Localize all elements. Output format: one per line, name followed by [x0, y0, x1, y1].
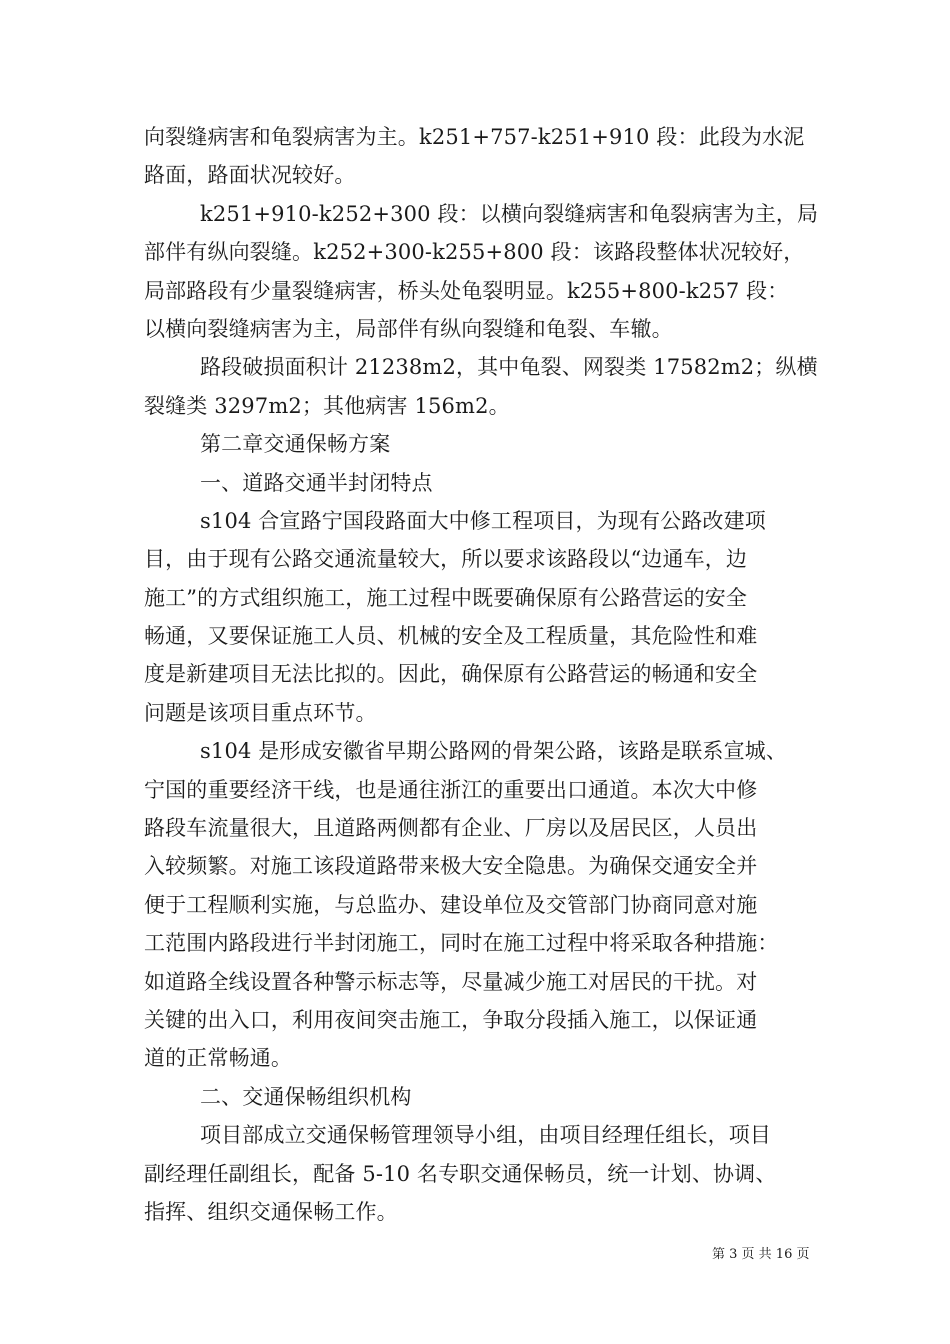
text-line: 路面，路面状况较好。: [144, 163, 356, 188]
page-number: 第 3 页 共 16 页: [712, 1247, 810, 1262]
document-body: [144, 118, 819, 1231]
text-line: 便于工程顺利实施，与总监办、建设单位及交管部门协商同意对施: [144, 892, 758, 917]
text-line: 畅通，又要保证施工人员、机械的安全及工程质量，其危险性和难: [144, 624, 758, 649]
text-line: 路段车流量很大，且道路两侧都有企业、厂房以及居民区，人员出: [144, 816, 758, 841]
text-line: 二、交通保畅组织机构: [200, 1084, 412, 1109]
text-line: 目，由于现有公路交通流量较大，所以要求该路段以“边通车，边: [144, 547, 748, 572]
text-line: 入较频繁。对施工该段道路带来极大安全隐患。为确保交通安全并: [144, 854, 758, 879]
text-line: 副经理任副组长，配备 5-10 名专职交通保畅员，统一计划、协调、: [144, 1161, 777, 1186]
text-line: 宁国的重要经济干线，也是通往浙江的重要出口通道。本次大中修: [144, 777, 758, 802]
text-line: 指挥、组织交通保畅工作。: [144, 1199, 398, 1224]
text-line: 路段破损面积计 21238m2，其中龟裂、网裂类 17582m2；纵横: [200, 355, 818, 380]
text-line: 项目部成立交通保畅管理领导小组，由项目经理任组长，项目: [200, 1123, 772, 1148]
text-line: 以横向裂缝病害为主，局部伴有纵向裂缝和龟裂、车辙。: [144, 316, 673, 341]
text-line: 向裂缝病害和龟裂病害为主。k251+757-k251+910 段：此段为水泥: [144, 125, 805, 149]
text-line: 局部路段有少量裂缝病害，桥头处龟裂明显。k255+800-k257 段：: [144, 278, 789, 303]
text-line: s104 是形成安徽省早期公路网的骨架公路，该路是联系宣城、: [200, 739, 788, 764]
text-line: 如道路全线设置各种警示标志等，尽量减少施工对居民的干扰。对: [144, 969, 758, 994]
text-line: 道的正常畅通。: [144, 1046, 293, 1071]
text-line: s104 合宣路宁国段路面大中修工程项目，为现有公路改建项: [200, 508, 766, 533]
text-line: k251+910-k252+300 段：以横向裂缝病害和龟裂病害为主，局: [200, 201, 819, 226]
text-line: 裂缝类 3297m2；其他病害 156m2。: [144, 393, 510, 418]
text-line: 第二章交通保畅方案: [200, 432, 391, 457]
text-line: 度是新建项目无法比拟的。因此，确保原有公路营运的畅通和安全: [144, 662, 758, 687]
text-line: 关键的出入口，利用夜间突击施工，争取分段插入施工，以保证通: [144, 1007, 758, 1032]
text-line: 部伴有纵向裂缝。k252+300-k255+800 段：该路段整体状况较好，: [144, 240, 805, 265]
text-line: 问题是该项目重点环节。: [144, 700, 377, 725]
text-line: 一、道路交通半封闭特点: [200, 470, 433, 495]
text-line: 工范围内路段进行半封闭施工，同时在施工过程中将采取各种措施：: [144, 931, 779, 956]
text-line: 施工”的方式组织施工，施工过程中既要确保原有公路营运的安全: [144, 585, 748, 610]
